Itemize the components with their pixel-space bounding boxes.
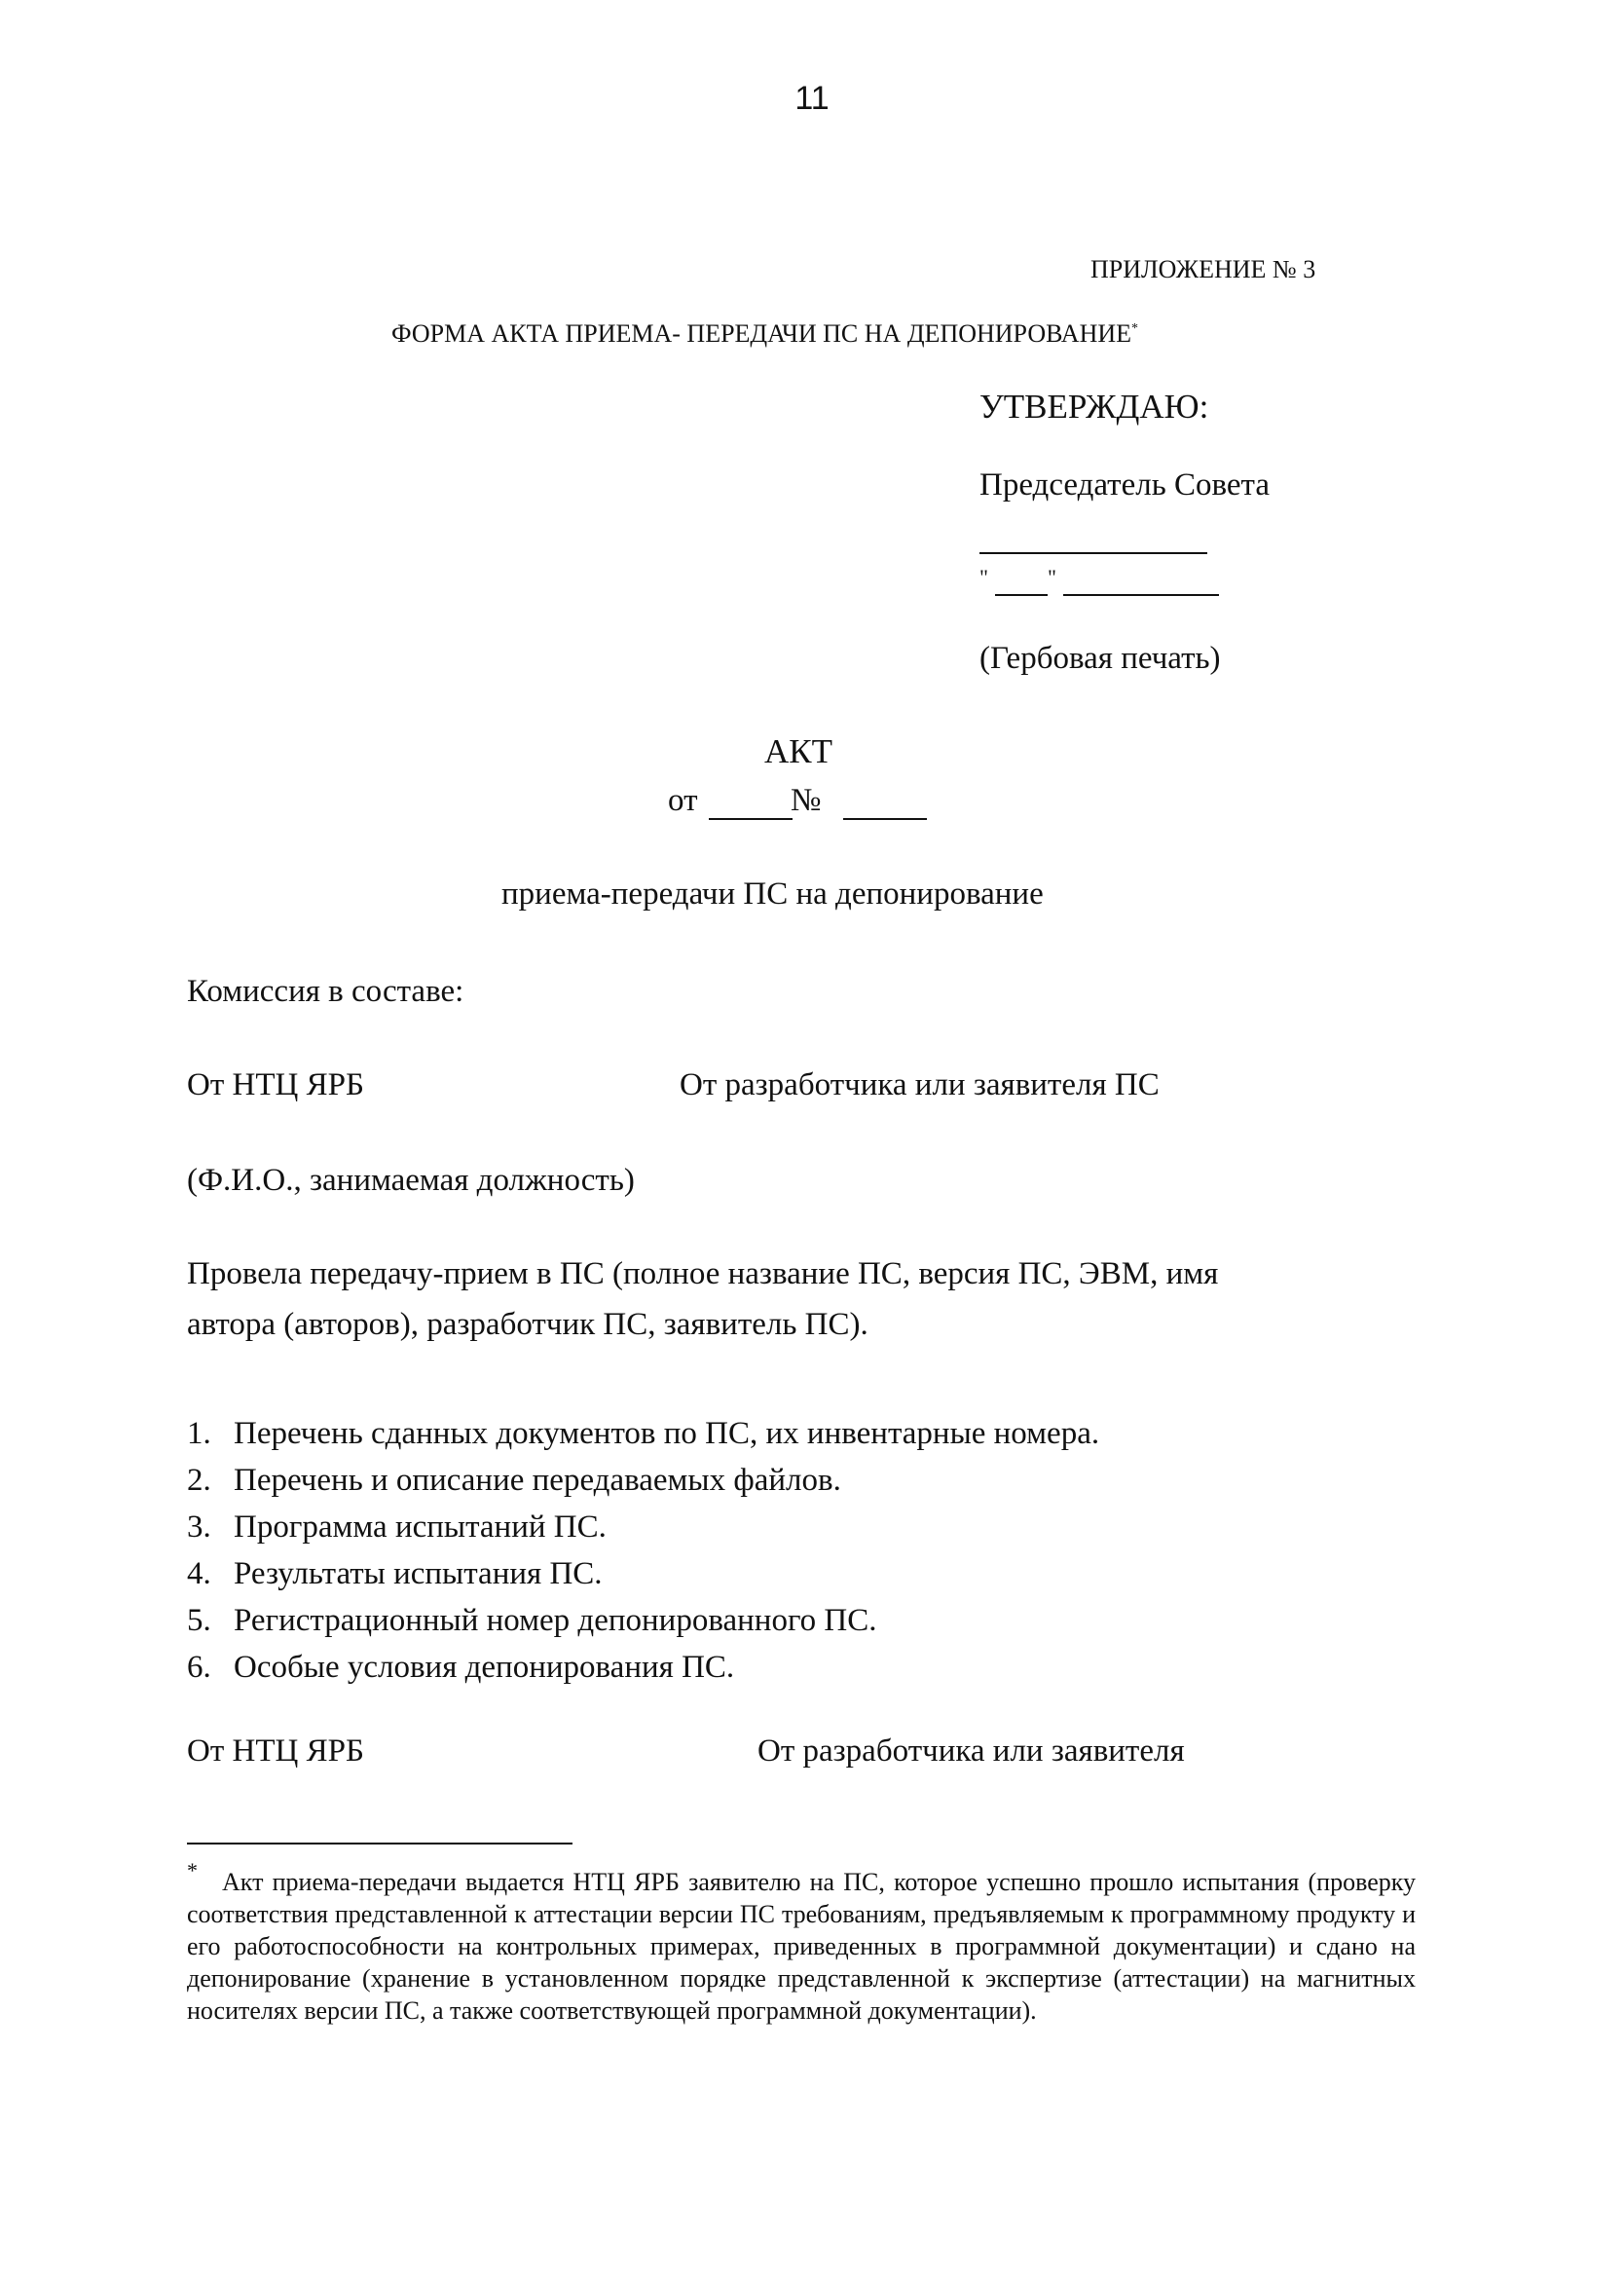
form-title (391, 319, 1138, 349)
list-item-number: 2. (187, 1463, 211, 1498)
act-from-label: от (668, 783, 698, 818)
transfer-paragraph-line-2: автора (авторов), разработчик ПС, заявитель ПС). (187, 1307, 868, 1342)
date-day-line (995, 594, 1048, 596)
footnote-separator (187, 1843, 572, 1844)
list-item (187, 1416, 1099, 1452)
list-item-text: Перечень сданных документов по ПС, их инвентарные номера. (234, 1416, 1100, 1451)
page-number: 11 (794, 80, 830, 117)
list-item-number: 5. (187, 1603, 211, 1638)
list-item (187, 1463, 841, 1499)
commission-heading: Комиссия в составе: (187, 974, 464, 1009)
date-month-line (1063, 594, 1219, 596)
date-open-quote: " (979, 565, 988, 589)
transfer-paragraph-line-1: Провела передачу-прием в ПС (полное название ПС, версия ПС, ЭВМ, имя (187, 1256, 1219, 1291)
approver-position: Председатель Совета (979, 467, 1271, 503)
list-item (187, 1650, 734, 1686)
list-item-text: Результаты испытания ПС. (234, 1556, 603, 1591)
list-item-text: Регистрационный номер депонированного ПС. (234, 1603, 877, 1638)
seal-note: (Гербовая печать) (979, 641, 1221, 676)
list-item-number: 4. (187, 1556, 211, 1591)
list-item-number: 6. (187, 1650, 211, 1685)
fio-note: (Ф.И.О., занимаемая должность) (187, 1163, 635, 1198)
list-item-text: Перечень и описание передаваемых файлов. (234, 1463, 841, 1498)
list-item-text: Особые условия депонирования ПС. (234, 1650, 735, 1685)
form-title-text: ФОРМА АКТА ПРИЕМА- ПЕРЕДАЧИ ПС НА ДЕПОНИРОВАНИЕ (391, 319, 1132, 348)
act-date-line (709, 818, 793, 820)
footnote-marker: * (187, 1858, 198, 1882)
footnote-text (187, 1866, 1416, 2027)
from-ntc-label: От НТЦ ЯРБ (187, 1067, 364, 1102)
act-title: АКТ (764, 732, 832, 770)
list-item-number: 3. (187, 1509, 211, 1545)
act-date-number-field (668, 783, 931, 826)
approval-heading: УТВЕРЖДАЮ: (979, 388, 1209, 426)
list-item (187, 1603, 877, 1639)
act-number-label: № (791, 783, 822, 818)
signature-ntc-label: От НТЦ ЯРБ (187, 1733, 364, 1769)
act-subtitle: приема-передачи ПС на депонирование (501, 876, 1044, 912)
footnote-reference: * (1131, 321, 1139, 336)
from-developer-label: От разработчика или заявителя ПС (680, 1067, 1160, 1102)
act-number-line (843, 818, 927, 820)
appendix-label: ПРИЛОЖЕНИЕ № 3 (1090, 255, 1316, 283)
list-item (187, 1509, 607, 1546)
list-item (187, 1556, 603, 1592)
footnote-body: Акт приема-передачи выдается НТЦ ЯРБ заявителю на ПС, которое успешно прошло испытания (проверку соответствия представленной к аттестации версии ПС требованиям, предъявляемым к программному продукту и его работоспособности на контрольных примерах, приведенных в программной документации) и сдано на депонирование (хранение в установленном порядке представленной к экспертизе (аттестации) на магнитных носителях версии ПС, а также соответствующей программной документации). (187, 1868, 1416, 2025)
list-item-text: Программа испытаний ПС. (234, 1509, 607, 1545)
signature-developer-label: От разработчика или заявителя (757, 1733, 1185, 1769)
list-item-number: 1. (187, 1416, 211, 1451)
date-close-quote: " (1048, 565, 1056, 589)
approval-date-field (979, 565, 1219, 600)
signature-line (979, 552, 1207, 554)
